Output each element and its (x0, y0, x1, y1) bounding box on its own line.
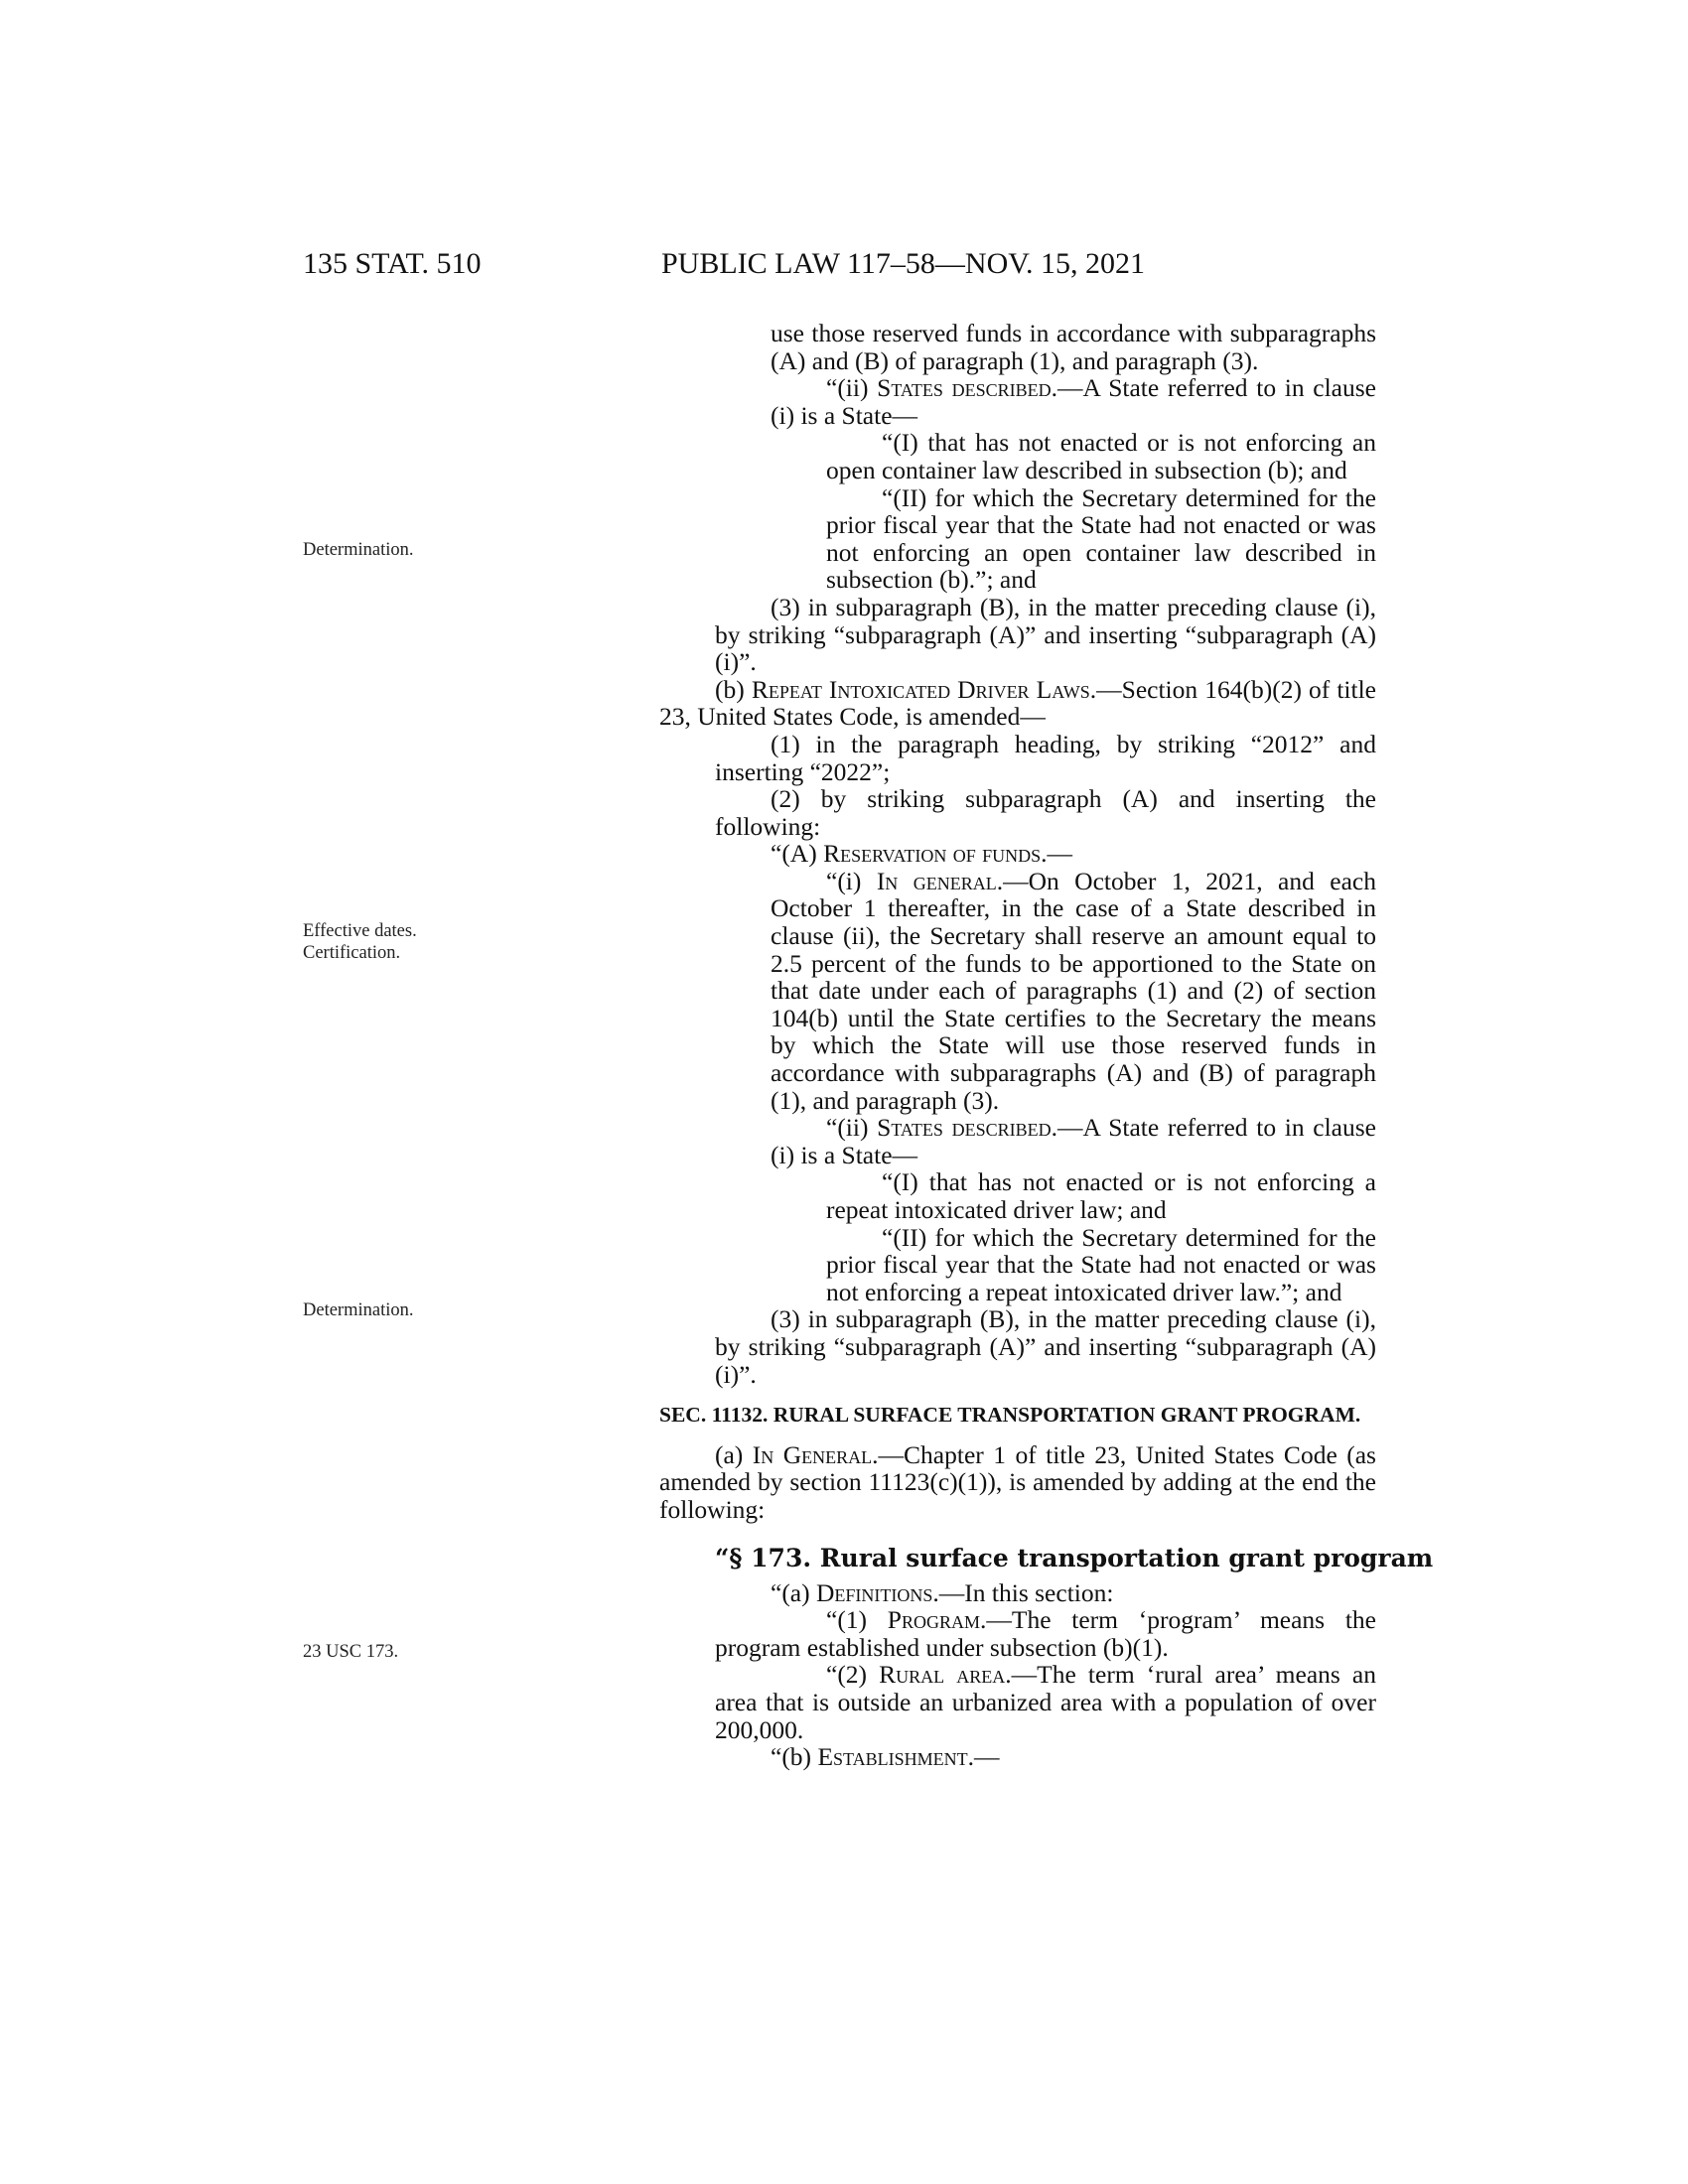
paragraph: (2) by striking subparagraph (A) and inserting the following: (715, 784, 1376, 841)
paragraph: “(1) Program.—The term ‘program’ means the program established under subsection (b)(1). (715, 1605, 1376, 1662)
paragraph: “(II) for which the Secretary determined for the prior fiscal year that the State had not enacted or was not enforcing an open container law described in subsection (b).”; and (826, 482, 1376, 595)
paragraph: “(2) Rural area.—The term ‘rural area’ means an area that is outside an urbanized area with a population of over 200,000. (715, 1660, 1376, 1744)
margin-note-effective-dates-certification (303, 920, 501, 964)
paragraph: use those reserved funds in accordance with subparagraphs (A) and (B) of paragraph (1), and paragraph (3). (771, 319, 1376, 375)
paragraph: “(i) In general.—On October 1, 2021, and each October 1 thereafter, in the case of a State described in clause (ii), the Secretary shall reserve an amount equal to 2.5 percent of the funds to be apportioned to the State on that date under each of paragraphs (1) and (2) of section 104(b) until the State certifies to the Secretary the means by which the State will use those reserved funds in accordance with subparagraphs (A) and (B) of paragraph (1), and paragraph (3). (771, 866, 1376, 1115)
paragraph: “(ii) States described.—A State referred to in clause (i) is a State— (771, 373, 1376, 430)
code-section-title: “§ 173. Rural surface transportation grant program (715, 1543, 1434, 1572)
page-number: 135 STAT. 510 (303, 247, 482, 280)
paragraph: (1) in the paragraph heading, by striking “2012” and inserting “2022”; (715, 729, 1376, 786)
paragraph: (a) In General.—Chapter 1 of title 23, United States Code (as amended by section 11123(c)(1)), is amended by adding at the end the following: (659, 1439, 1376, 1524)
margin-note-determination-2: Determination. (303, 1300, 414, 1320)
paragraph: (b) Repeat Intoxicated Driver Laws.—Section 164(b)(2) of title 23, United States Code, is amended— (659, 674, 1377, 732)
paragraph: “(I) that has not enacted or is not enforcing a repeat intoxicated driver law; and (826, 1167, 1376, 1224)
paragraph: (3) in subparagraph (B), in the matter preceding clause (i), by striking “subparagraph (A)” and inserting “subparagraph (A)(i)”. (715, 592, 1376, 677)
paragraph: “(A) Reservation of funds.— (771, 839, 1072, 869)
paragraph: “(a) Definitions.—In this section: (771, 1577, 1114, 1607)
section-heading: SEC. 11132. RURAL SURFACE TRANSPORTATION GRANT PROGRAM. (659, 1403, 1361, 1428)
paragraph: “(II) for which the Secretary determined for the prior fiscal year that the State had not enacted or was not enforcing a repeat intoxicated driver law.”; and (826, 1222, 1376, 1306)
margin-note-usc-citation: 23 USC 173. (303, 1642, 399, 1662)
body-text (494, 319, 1434, 1772)
paragraph: “(I) that has not enacted or is not enforcing an open container law described in subsection (b); and (826, 428, 1376, 484)
paragraph: “(b) Establishment.— (771, 1742, 1000, 1772)
running-title: PUBLIC LAW 117–58—NOV. 15, 2021 (661, 247, 1146, 280)
paragraph: “(ii) States described.—A State referred to in clause (i) is a State— (771, 1113, 1376, 1169)
paragraph: (3) in subparagraph (B), in the matter preceding clause (i), by striking “subparagraph (A)” and inserting “subparagraph (A)(i)”. (715, 1304, 1376, 1389)
margin-note-determination: Determination. (303, 540, 414, 560)
margin-note-effective-dates: Effective dates. (303, 921, 417, 941)
margin-note-certification: Certification. (303, 943, 401, 963)
